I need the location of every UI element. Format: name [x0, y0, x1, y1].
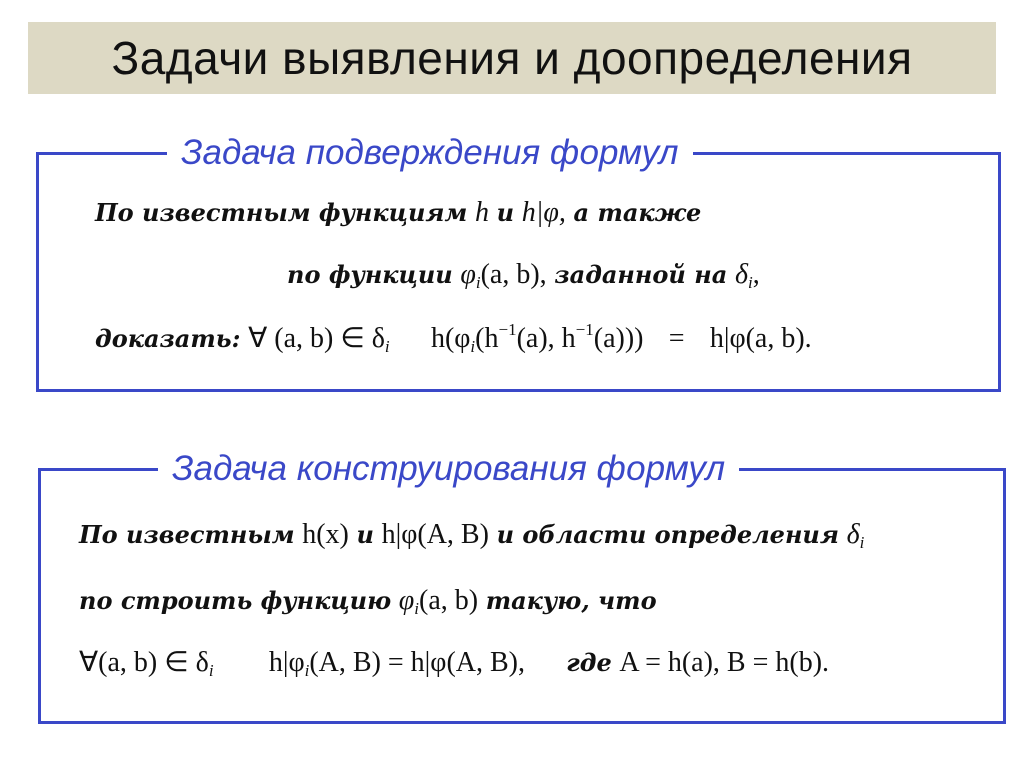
box1-l1-text2: и: [496, 198, 515, 227]
box1-l1-math2: h|φ,: [521, 197, 566, 228]
box2-line-2: [79, 585, 657, 619]
box2-l1-math1: h(x): [302, 519, 349, 550]
box1-l3-equals: =: [668, 323, 685, 354]
box2-l1-math2: h|φ(A, B): [381, 519, 489, 550]
slide-title: Задачи выявления и доопределения: [111, 32, 913, 84]
box1-line-1: [95, 197, 701, 229]
box1-l3-math1: ∀ (a, b) ∈ $\delta_i$: [248, 323, 390, 356]
box1-l3-math2: $h(\varphi_i(h^{-1}(a)$, $h^{-1}(a)$)): [430, 320, 644, 356]
box2-line-1: [79, 519, 864, 553]
box1-l1-text1: По известным функциям: [95, 198, 468, 227]
formula-confirmation-box: [36, 133, 1001, 392]
box2-l1-math3: $\delta_i$: [846, 519, 865, 552]
box2-l3-math3: A = h(a), B = h(b).: [619, 647, 830, 678]
box2-l3-math1: ∀(a, b) ∈ $\delta_i$: [79, 647, 214, 680]
formula-confirmation-legend: Задача подверждения формул: [167, 128, 693, 178]
box2-l1-text2: и: [356, 520, 374, 549]
box2-l3-text1: где: [566, 648, 612, 677]
box1-l2-text2: заданной на: [554, 260, 728, 289]
box2-l2-text2: такую, что: [485, 586, 657, 615]
box2-l2-math1: $\varphi_i(a$, b): [398, 585, 479, 618]
box1-l2-math2: $\delta_i$,: [734, 259, 760, 292]
box1-l3-math4: h|φ(a, b).: [709, 323, 812, 354]
box1-l1-text3: а также: [573, 198, 702, 227]
formula-construction-box: [38, 449, 1006, 724]
box2-l2-text1: по строить функцию: [79, 586, 392, 615]
box1-line-2: [287, 259, 760, 293]
box1-l3-text1: доказать:: [95, 324, 241, 353]
box1-l2-text1: по функции: [287, 260, 453, 289]
title-bar: [28, 22, 996, 94]
box1-line-3: [95, 320, 812, 357]
box2-l1-text1: По известным: [79, 520, 295, 549]
box1-l2-math1: $\varphi_i(a$, b),: [460, 259, 547, 292]
box2-l1-text3: и области определения: [496, 520, 839, 549]
formula-construction-legend: Задача конструирования формул: [158, 444, 739, 494]
box2-l3-math2: $h|\varphi_i(A$, B) = h|φ(A, B),: [268, 647, 525, 680]
box1-l1-math1: h: [474, 197, 489, 228]
box2-line-3: [79, 645, 829, 681]
